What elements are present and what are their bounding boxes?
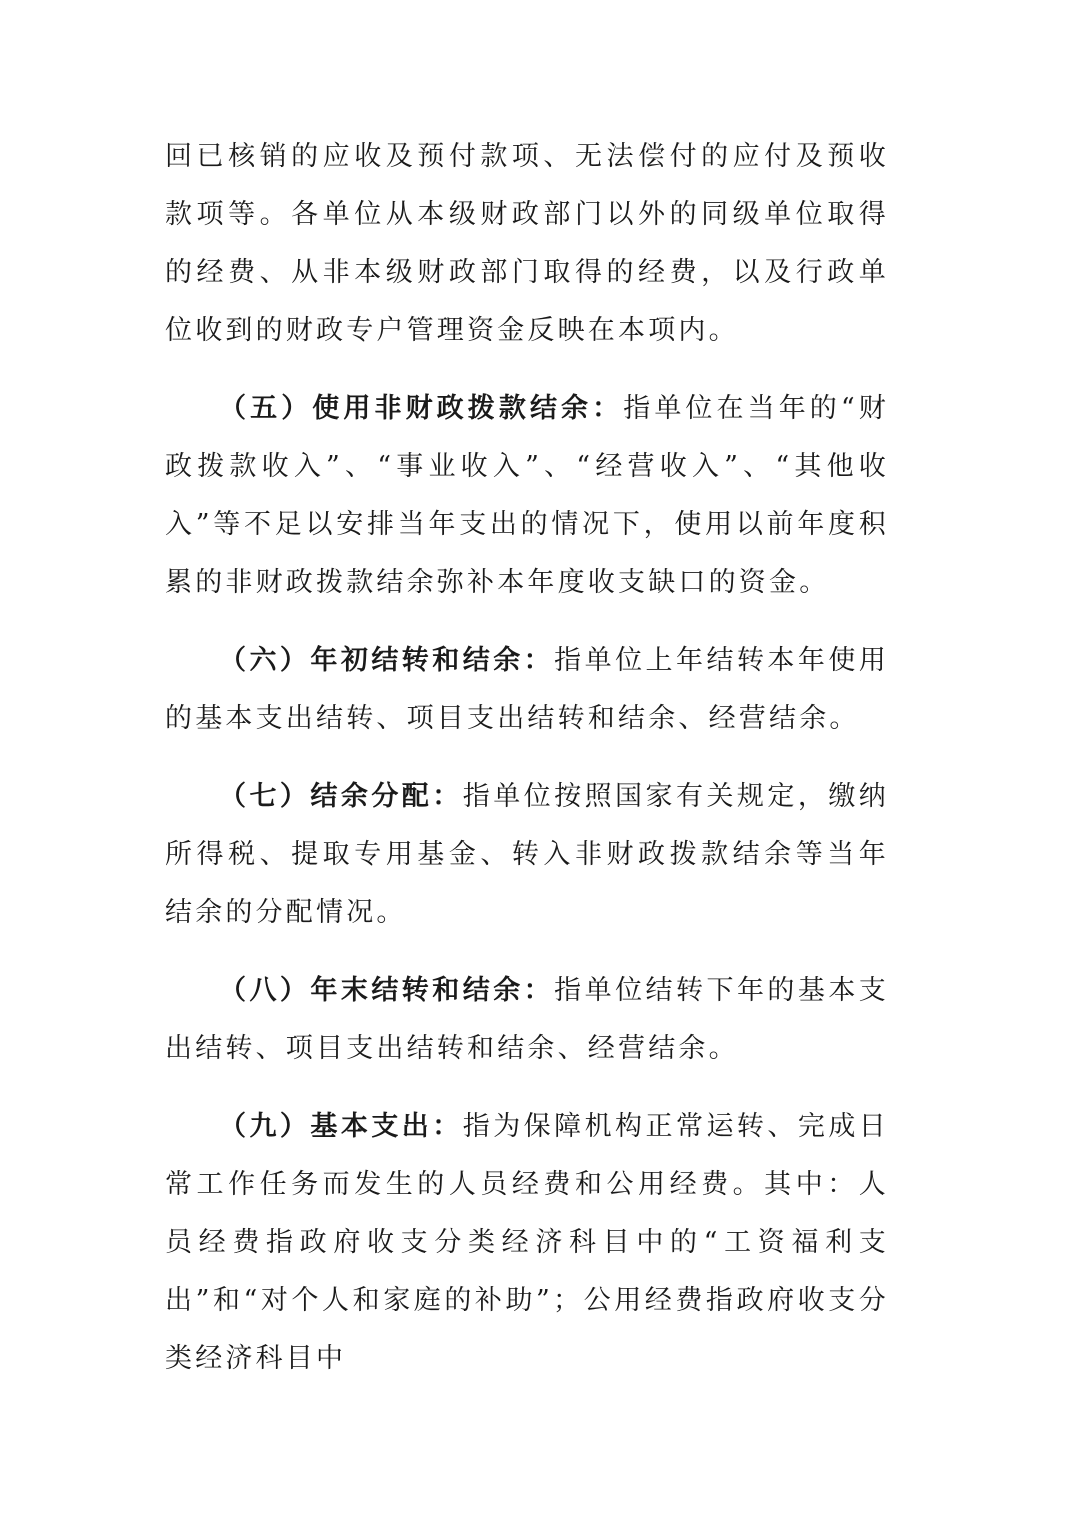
paragraph-continued (165, 128, 889, 360)
paragraph-body: 指为保障机构正常运转、完成日常工作任务而发生的人员经费和公用经费。其中：人员经费指政府收支分类经济科目中的“工资福利支出”和“对个人和家庭的补助”；公用经费指政府收支分类经济科目中 (165, 1111, 889, 1374)
paragraph-body: 指单位结转下年的基本支出结转、项目支出结转和结余、经营结余。 (165, 975, 890, 1064)
paragraph-6 (165, 632, 889, 748)
paragraph-5 (165, 380, 889, 612)
paragraph-term: （七）结余分配： (219, 781, 463, 812)
paragraph-body: 回已核销的应收及预付款项、无法偿付的应付及预收款项等。各单位从本级财政部门以外的同级单位取得的经费、从非本级财政部门取得的经费，以及行政单位收到的财政专户管理资金反映在本项内。 (165, 141, 889, 346)
paragraph-9 (165, 1098, 889, 1388)
paragraph-body: 指单位在当年的“财政拨款收入”、“事业收入”、“经营收入”、“其他收入”等不足以安排当年支出的情况下，使用以前年度积累的非财政拨款结余弥补本年度收支缺口的资金。 (165, 393, 889, 598)
paragraph-body: 指单位按照国家有关规定，缴纳所得税、提取专用基金、转入非财政拨款结余等当年结余的分配情况。 (165, 781, 889, 928)
paragraph-term: （九）基本支出： (219, 1111, 463, 1142)
paragraph-term: （六）年初结转和结余： (219, 645, 555, 676)
document-body (165, 128, 889, 1388)
paragraph-8 (165, 962, 889, 1078)
paragraph-body: 指单位上年结转本年使用的基本支出结转、项目支出结转和结余、经营结余。 (165, 645, 890, 734)
paragraph-7 (165, 768, 889, 942)
paragraph-term: （五）使用非财政拨款结余： (219, 393, 624, 424)
paragraph-term: （八）年末结转和结余： (219, 975, 555, 1006)
